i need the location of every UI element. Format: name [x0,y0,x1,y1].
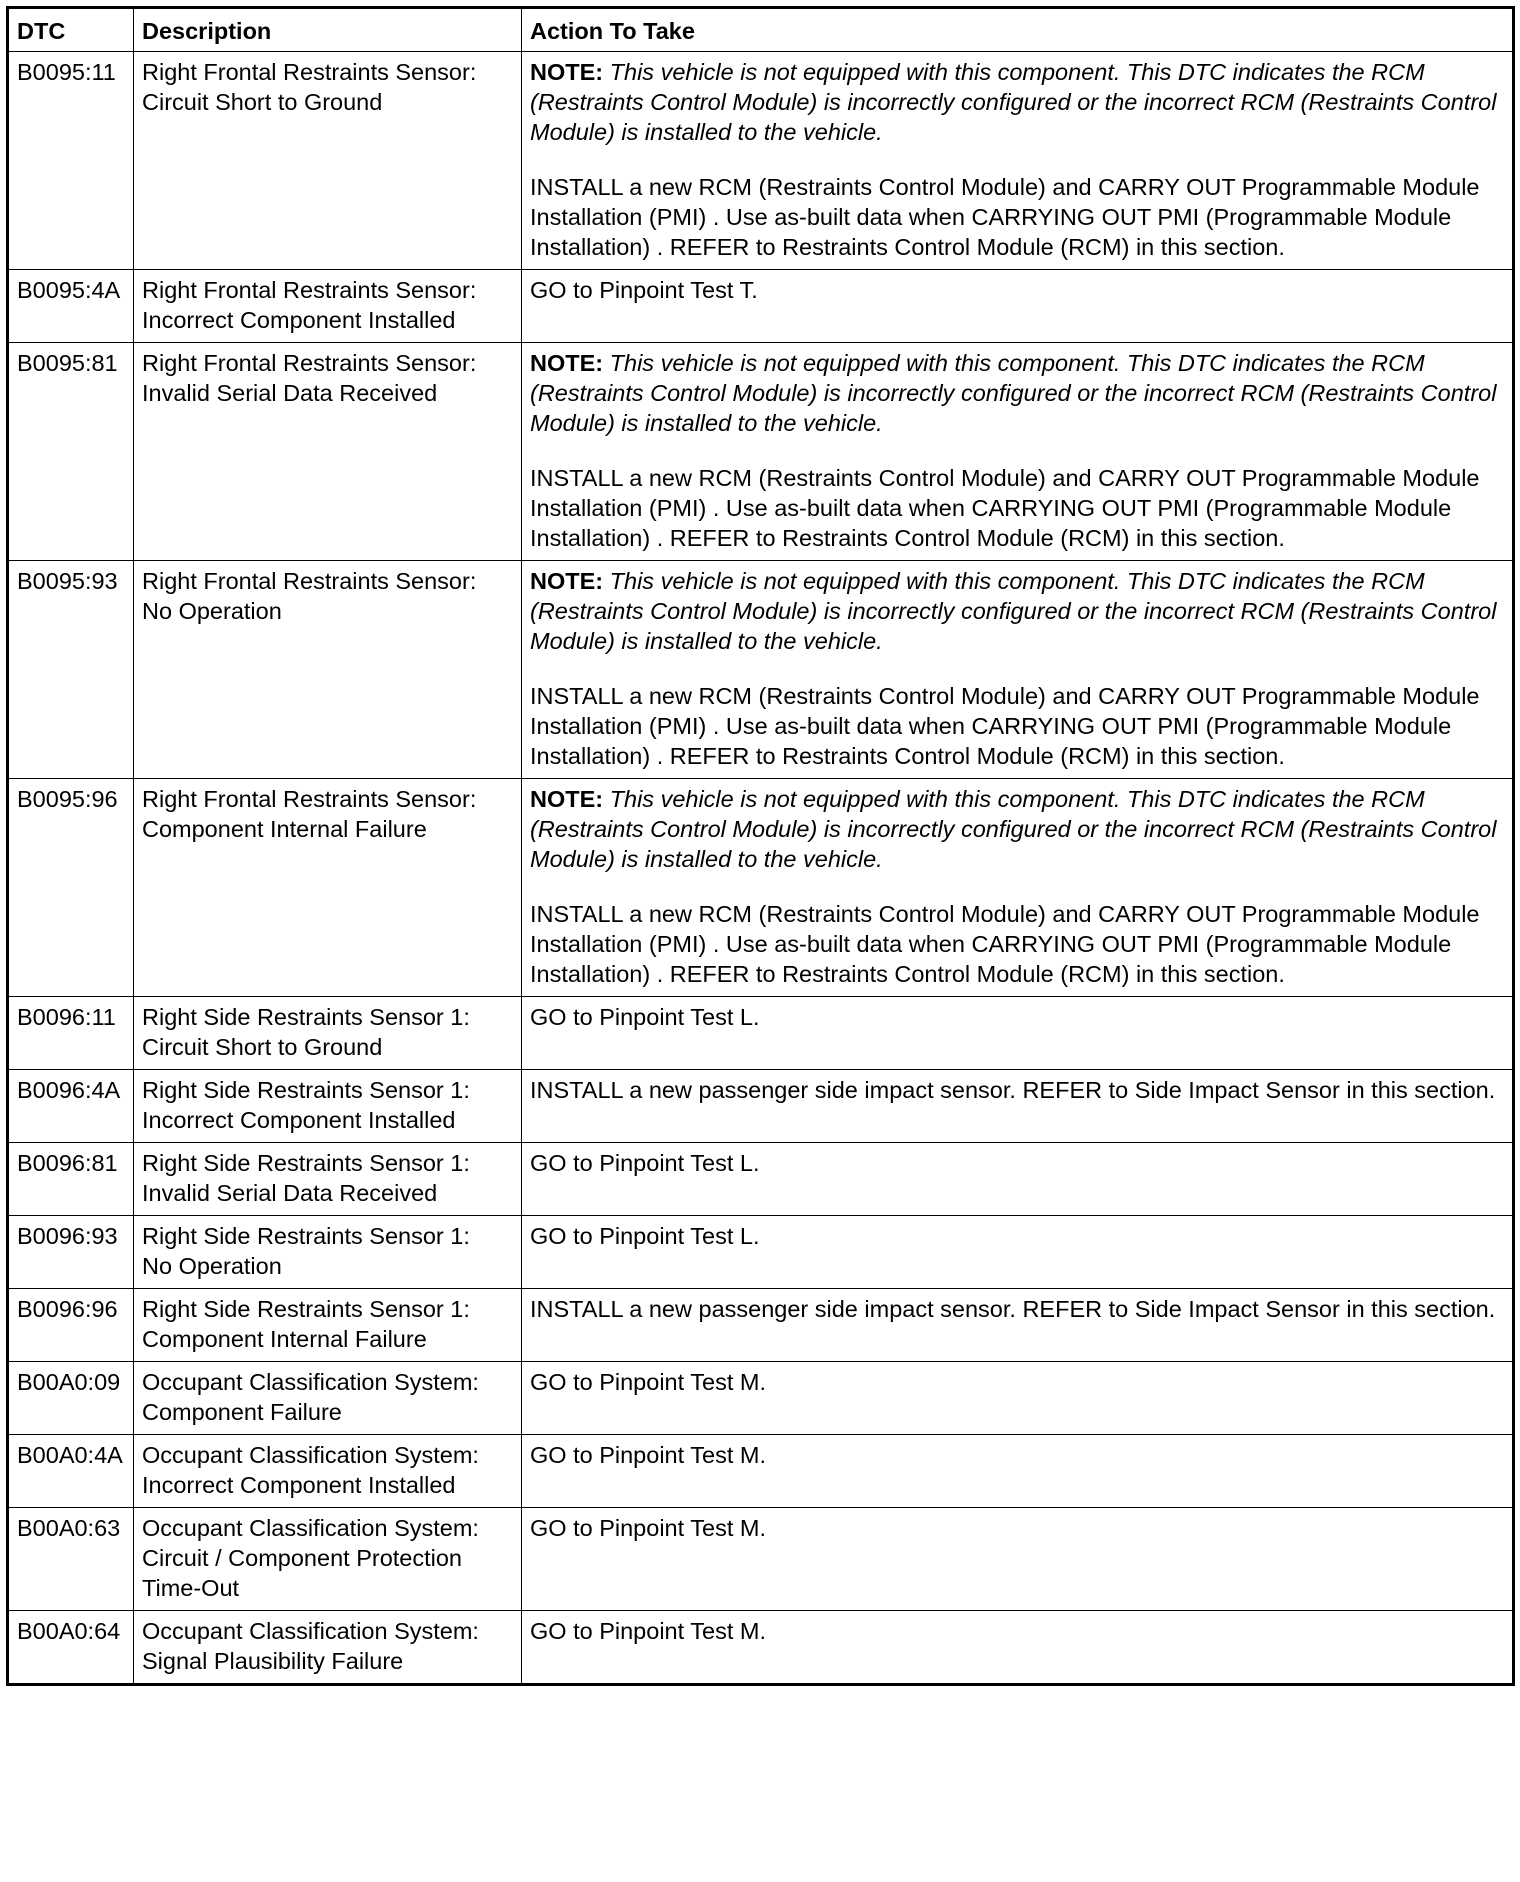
table-row [8,343,1514,561]
dtc-description [134,343,522,561]
dtc-code: B0095:11 [8,52,134,270]
table-row [8,1289,1514,1362]
description-line: Right Side Restraints Sensor 1: [142,1223,470,1249]
description-line: Incorrect Component Installed [142,1472,456,1498]
header-action: Action To Take [522,8,1514,52]
description-line: Signal Plausibility Failure [142,1648,404,1674]
description-line: Occupant Classification System: [142,1618,479,1644]
description-line: Circuit / Component Protection Time-Out [142,1545,463,1601]
note-label: NOTE: [530,786,604,812]
description-line: Right Frontal Restraints Sensor: [142,277,477,303]
description-line: Component Failure [142,1399,342,1425]
dtc-description [134,52,522,270]
description-line: Right Frontal Restraints Sensor: [142,59,477,85]
action-cell: GO to Pinpoint Test M. [522,1435,1514,1508]
description-line: Occupant Classification System: [142,1442,479,1468]
note-paragraph [530,57,1504,147]
dtc-description [134,270,522,343]
note-text: This vehicle is not equipped with this component. This DTC indicates the RCM (Restraints Control Module) is incorrectly configured or the incorrect RCM (Restraints Control Module) is installed to the vehicle. [530,59,1497,145]
note-label: NOTE: [530,568,604,594]
dtc-code: B0095:81 [8,343,134,561]
dtc-description [134,779,522,997]
dtc-description [134,1362,522,1435]
description-line: Occupant Classification System: [142,1515,479,1541]
dtc-description [134,1216,522,1289]
description-line: Invalid Serial Data Received [142,380,438,406]
table-row [8,270,1514,343]
description-line: Invalid Serial Data Received [142,1180,438,1206]
install-rcm-paragraph: INSTALL a new RCM (Restraints Control Module) and CARRY OUT Programmable Module Installation (PMI) . Use as-built data when CARRYING OUT PMI (Programmable Module Installation) . REFER to Restraints Control Module (RCM) in this section. [530,465,1480,551]
action-cell [522,343,1514,561]
action-cell: INSTALL a new passenger side impact sensor. REFER to Side Impact Sensor in this section. [522,1070,1514,1143]
action-cell: GO to Pinpoint Test L. [522,997,1514,1070]
description-line: Incorrect Component Installed [142,307,456,333]
description-line: Circuit Short to Ground [142,89,383,115]
header-dtc: DTC [8,8,134,52]
note-text: This vehicle is not equipped with this component. This DTC indicates the RCM (Restraints Control Module) is incorrectly configured or the incorrect RCM (Restraints Control Module) is installed to the vehicle. [530,568,1497,654]
dtc-table-page [6,6,1512,1686]
table-row [8,1216,1514,1289]
dtc-description [134,1070,522,1143]
dtc-table [6,6,1515,1686]
table-row [8,1508,1514,1611]
dtc-code: B00A0:4A [8,1435,134,1508]
description-line: No Operation [142,598,282,624]
dtc-code: B00A0:63 [8,1508,134,1611]
dtc-description [134,1435,522,1508]
description-line: Incorrect Component Installed [142,1107,456,1133]
action-cell: GO to Pinpoint Test M. [522,1362,1514,1435]
description-line: Right Frontal Restraints Sensor: [142,568,477,594]
dtc-description [134,1611,522,1685]
dtc-description [134,1289,522,1362]
dtc-code: B0095:96 [8,779,134,997]
dtc-code: B0095:4A [8,270,134,343]
table-row [8,561,1514,779]
note-paragraph [530,784,1504,874]
dtc-code: B0096:93 [8,1216,134,1289]
note-paragraph [530,566,1504,656]
description-line: No Operation [142,1253,282,1279]
description-line: Occupant Classification System: [142,1369,479,1395]
install-rcm-paragraph: INSTALL a new RCM (Restraints Control Module) and CARRY OUT Programmable Module Installation (PMI) . Use as-built data when CARRYING OUT PMI (Programmable Module Installation) . REFER to Restraints Control Module (RCM) in this section. [530,174,1480,260]
note-text: This vehicle is not equipped with this component. This DTC indicates the RCM (Restraints Control Module) is incorrectly configured or the incorrect RCM (Restraints Control Module) is installed to the vehicle. [530,786,1497,872]
dtc-code: B0096:96 [8,1289,134,1362]
action-cell: GO to Pinpoint Test M. [522,1508,1514,1611]
table-row [8,52,1514,270]
table-row [8,1070,1514,1143]
table-row [8,997,1514,1070]
dtc-code: B0096:11 [8,997,134,1070]
table-row [8,1435,1514,1508]
dtc-code: B0096:81 [8,1143,134,1216]
action-cell: GO to Pinpoint Test L. [522,1216,1514,1289]
description-line: Component Internal Failure [142,816,427,842]
description-line: Right Frontal Restraints Sensor: [142,786,477,812]
install-rcm-paragraph: INSTALL a new RCM (Restraints Control Module) and CARRY OUT Programmable Module Installation (PMI) . Use as-built data when CARRYING OUT PMI (Programmable Module Installation) . REFER to Restraints Control Module (RCM) in this section. [530,901,1480,987]
dtc-code: B00A0:64 [8,1611,134,1685]
description-line: Right Side Restraints Sensor 1: [142,1296,470,1322]
action-cell: GO to Pinpoint Test M. [522,1611,1514,1685]
action-cell: GO to Pinpoint Test L. [522,1143,1514,1216]
note-label: NOTE: [530,59,604,85]
note-text: This vehicle is not equipped with this component. This DTC indicates the RCM (Restraints Control Module) is incorrectly configured or the incorrect RCM (Restraints Control Module) is installed to the vehicle. [530,350,1497,436]
note-paragraph [530,348,1504,438]
description-line: Component Internal Failure [142,1326,427,1352]
dtc-code: B00A0:09 [8,1362,134,1435]
dtc-description [134,561,522,779]
dtc-description [134,997,522,1070]
install-rcm-paragraph: INSTALL a new RCM (Restraints Control Module) and CARRY OUT Programmable Module Installation (PMI) . Use as-built data when CARRYING OUT PMI (Programmable Module Installation) . REFER to Restraints Control Module (RCM) in this section. [530,683,1480,769]
table-row [8,779,1514,997]
table-row [8,1362,1514,1435]
table-row [8,1143,1514,1216]
description-line: Right Frontal Restraints Sensor: [142,350,477,376]
dtc-code: B0096:4A [8,1070,134,1143]
table-row [8,1611,1514,1685]
description-line: Right Side Restraints Sensor 1: [142,1077,470,1103]
dtc-description [134,1143,522,1216]
action-cell: INSTALL a new passenger side impact sensor. REFER to Side Impact Sensor in this section. [522,1289,1514,1362]
action-cell [522,52,1514,270]
dtc-code: B0095:93 [8,561,134,779]
dtc-description [134,1508,522,1611]
action-cell: GO to Pinpoint Test T. [522,270,1514,343]
description-line: Circuit Short to Ground [142,1034,383,1060]
description-line: Right Side Restraints Sensor 1: [142,1150,470,1176]
action-cell [522,561,1514,779]
description-line: Right Side Restraints Sensor 1: [142,1004,470,1030]
table-header-row [8,8,1514,52]
action-cell [522,779,1514,997]
note-label: NOTE: [530,350,604,376]
header-description: Description [134,8,522,52]
